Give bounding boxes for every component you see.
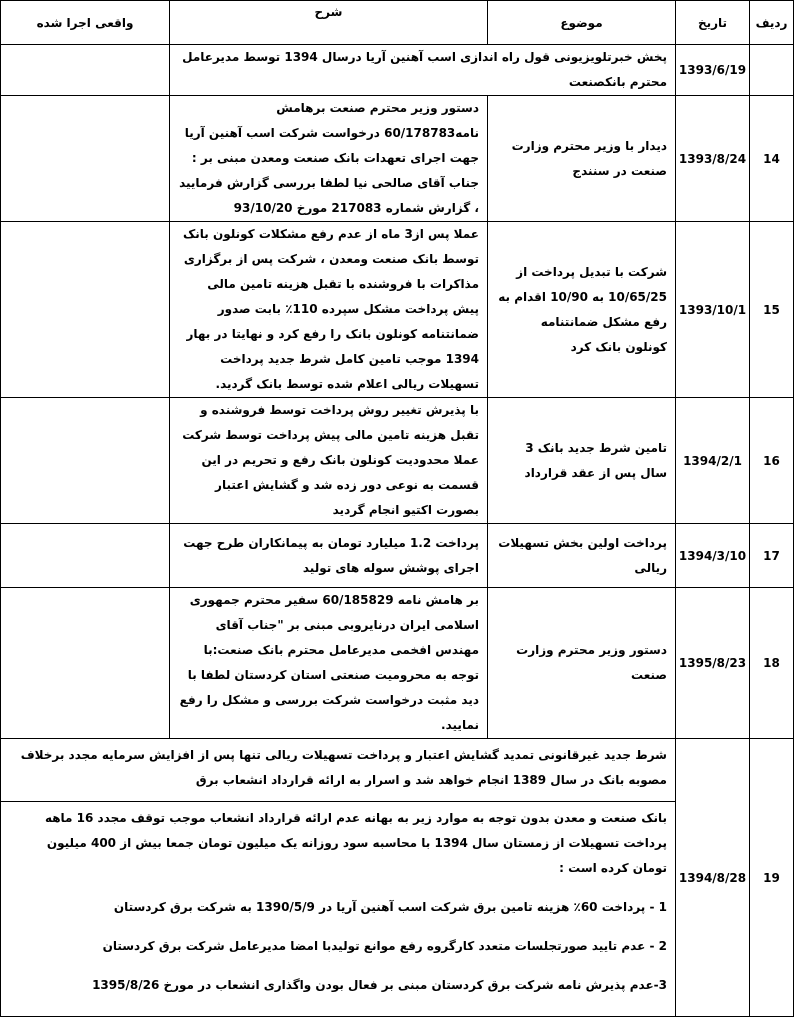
row-number: 18 — [750, 588, 794, 739]
table-row — [1, 222, 794, 398]
row-actual-done — [1, 222, 170, 398]
description-paragraph: بانک صنعت و معدن بدون توجه به موارد زیر به بهانه عدم ارائه قرارداد انشعاب موجب توقف مجدد 16 ماهه پرداخت تسهیلات از زمستان سال 1394 با محاسبه سود روزانه یک میلیون تومان جمعا بیش از 400 میلیون تومان کرده است : — [44, 811, 667, 875]
row-actual-done — [1, 524, 170, 588]
row-description: عملا پس از3 ماه از عدم رفع مشکلات کونلون بانک توسط بانک صنعت ومعدن ، شرکت پس از برگزاری مذاکرات با فروشنده با تقبل هزینه تامین مالی پیش پرداخت مشکل سپرده 110٪ بابت صدور ضمانتنامه کونلون بانک را رفع کرد و نهایتا در بهار 1394 موجب تامین کامل شرط جدید پرداخت تسهیلات ریالی اعلام شده توسط بانک گردید. — [170, 222, 488, 398]
row-description: دستور وزیر محترم صنعت برهامش نامه60/178783 درخواست شرکت اسب آهنین آریا جهت اجرای تعهدات بانک صنعت ومعدن مبنی بر : جناب آقای صالحی نیا لطفا بررسی گزارش فرمایید ، گزارش شماره 217083 مورخ 93/10/20 — [170, 96, 488, 222]
table-row — [1, 96, 794, 222]
row-subject: تامین شرط جدید بانک 3 سال پس از عقد قرارداد — [488, 398, 676, 524]
header-actual-done: واقعی اجرا شده — [1, 1, 170, 45]
list-item: 3-عدم پذیرش نامه شرکت برق کردستان مبنی بر فعال بودن واگذاری انشعاب در مورخ 1395/8/26 — [92, 978, 667, 992]
row-actual-done — [1, 96, 170, 222]
row-subject: پرداخت اولین بخش تسهیلات ریالی — [488, 524, 676, 588]
row-number: 16 — [750, 398, 794, 524]
table-row — [1, 524, 794, 588]
row-subject: شرکت با تبدیل پرداخت از 10/65/25 به 10/90 اقدام به رفع مشکل ضمانتنامه کونلون بانک کرد — [488, 222, 676, 398]
row-number: 15 — [750, 222, 794, 398]
row-actual-done — [1, 398, 170, 524]
row-number: 17 — [750, 524, 794, 588]
row-date: 1394/8/28 — [676, 739, 750, 1017]
row-subject: دستور وزیر محترم وزارت صنعت — [488, 588, 676, 739]
header-description: شرح — [170, 1, 488, 45]
row-number — [750, 45, 794, 96]
row-date: 1393/6/19 — [676, 45, 750, 96]
row-subject: دیدار با وزیر محترم وزارت صنعت در سنندج — [488, 96, 676, 222]
row-date: 1393/8/24 — [676, 96, 750, 222]
row-description: با پذیرش تغییر روش پرداخت توسط فروشنده و تقبل هزینه تامین مالی پیش پرداخت توسط شرکت عملا محدودیت کونلون بانک رفع و تحریم در این قسمت به نوعی دور زده شد و گشایش اعتبار بصورت اکتیو انجام گردید — [170, 398, 488, 524]
table-row — [1, 45, 794, 96]
row-description: پرداخت 1.2 میلیارد تومان به پیمانکاران طرح جهت اجرای پوشش سوله های تولید — [170, 524, 488, 588]
divider — [1, 801, 675, 802]
table-row — [1, 739, 794, 1017]
description-paragraph: شرط جدید غیرقانونی تمدید گشایش اعتبار و پرداخت تسهیلات ریالی تنها پس از افزایش سرمایه مجدد برخلاف مصوبه بانک در سال 1389 انجام خواهد شد و اسرار به ارائه قرارداد انشعاب برق — [20, 748, 667, 787]
header-row-no: ردیف — [750, 1, 794, 45]
header-subject: موضوع — [488, 1, 676, 45]
list-item: 2 - عدم تایید صورتجلسات متعدد کارگروه رفع موانع تولیدبا امضا مدیرعامل شرکت برق کردستان — [102, 939, 667, 953]
row-actual-done — [1, 588, 170, 739]
header-date: تاریخ — [676, 1, 750, 45]
row-actual-done — [1, 45, 170, 96]
header-row — [1, 1, 794, 45]
row-description: بر هامش نامه 60/185829 سفیر محترم جمهوری اسلامی ایران درنایروبی مبنی بر "جناب آقای مهندس افخمی مدیرعامل محترم بانک صنعت:با توجه به محرومیت صنعتی استان کردستان لطفا با دید مثبت درخواست شرکت بررسی و مشکل را رفع نمایید. — [170, 588, 488, 739]
list-item: 1 - پرداخت 60٪ هزینه تامین برق شرکت اسب آهنین آریا در 1390/5/9 به شرکت برق کردستان — [113, 900, 667, 914]
row-date: 1395/8/23 — [676, 588, 750, 739]
row-description: پخش خبرتلویزیونی قول راه اندازی اسب آهنین آریا درسال 1394 توسط مدیرعامل محترم بانکصنعت — [170, 45, 676, 96]
row-date: 1394/2/1 — [676, 398, 750, 524]
row-number: 19 — [750, 739, 794, 1017]
table-row — [1, 588, 794, 739]
row-date: 1394/3/10 — [676, 524, 750, 588]
table-row — [1, 398, 794, 524]
row-date: 1393/10/1 — [676, 222, 750, 398]
row-number: 14 — [750, 96, 794, 222]
row-description — [1, 739, 676, 1017]
